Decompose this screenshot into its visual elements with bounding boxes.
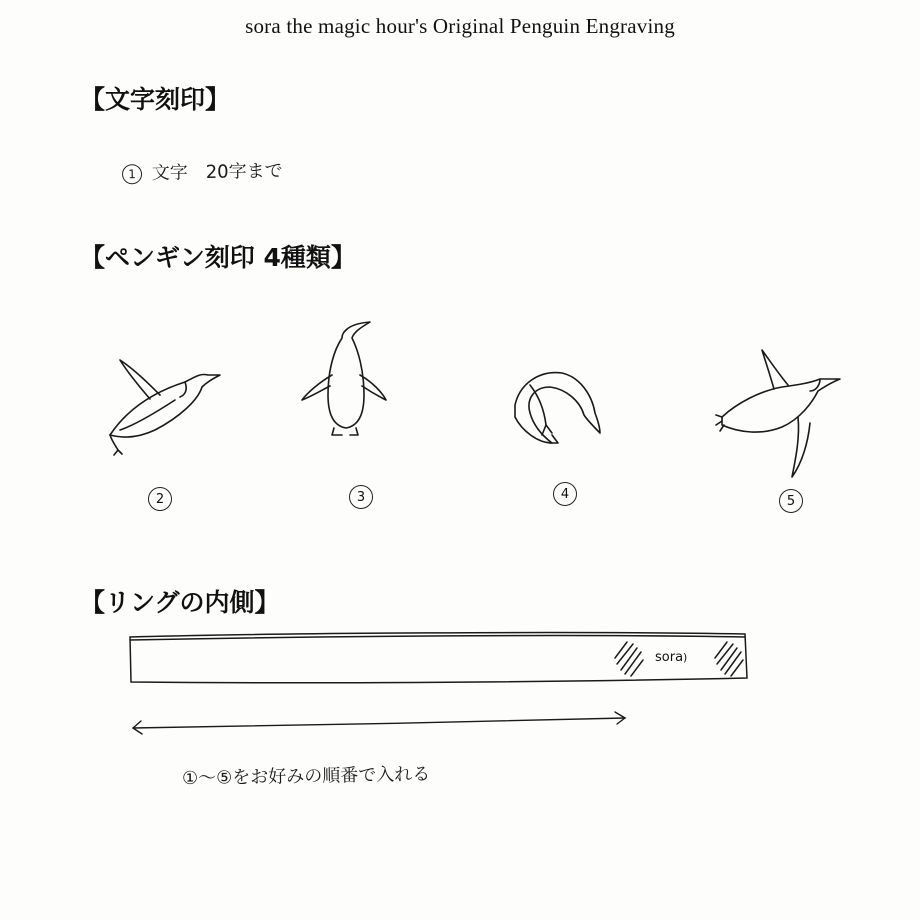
ring-order-note: ①～⑤をお好みの順番で入れる: [181, 763, 431, 790]
text-engraving-note: [122, 157, 283, 186]
number-1-badge: 1: [122, 164, 142, 184]
penguin-number-5: 5: [779, 489, 803, 513]
penguin-swimming-icon: [100, 355, 230, 460]
heading-text-engraving: 【文字刻印】: [80, 85, 231, 114]
penguin-bending-icon: [500, 365, 610, 450]
penguin-flying-icon: [712, 345, 852, 485]
penguin-standing-icon: [298, 320, 393, 438]
page-title: sora the magic hour's Original Penguin Engraving: [245, 14, 675, 38]
text-engraving-limit: 文字 20字まで: [151, 160, 283, 184]
double-arrow-icon: [125, 708, 635, 738]
penguin-number-4: 4: [553, 482, 577, 506]
ring-engraved-text: [655, 650, 687, 665]
penguin-number-3: 3: [349, 485, 373, 509]
heading-penguin-engraving: 【ペンギン刻印 4種類】: [80, 243, 356, 272]
penguin-mini-icon: ): [683, 651, 688, 664]
ring-label: sora: [655, 650, 684, 665]
penguin-number-2: 2: [148, 487, 172, 511]
heading-ring-inside: 【リングの内側】: [80, 588, 280, 617]
